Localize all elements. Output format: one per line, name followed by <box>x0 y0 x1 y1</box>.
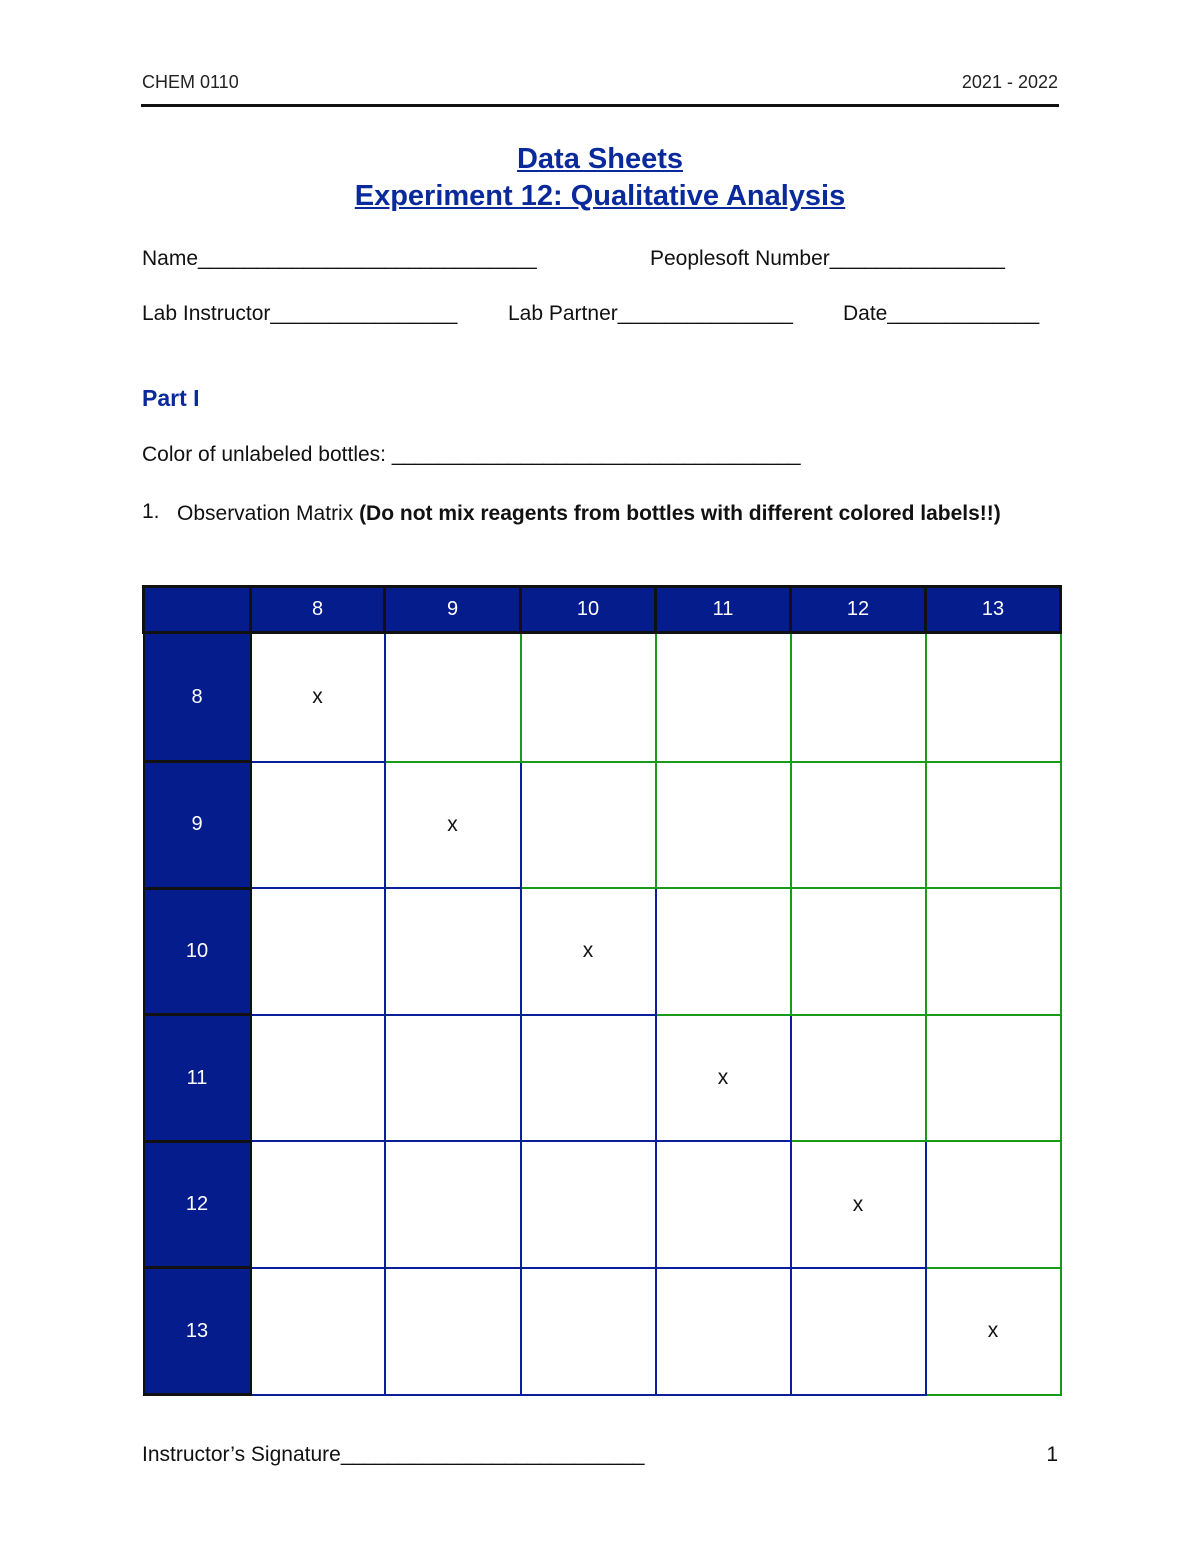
observation-cell[interactable] <box>791 888 926 1015</box>
observation-cell[interactable] <box>656 633 791 762</box>
date-field[interactable]: Date_____________ <box>843 302 1040 325</box>
observation-cell[interactable] <box>926 1015 1061 1142</box>
observation-matrix <box>142 585 1062 1396</box>
observation-cell[interactable] <box>926 1141 1061 1268</box>
matrix-header-row <box>144 587 1061 633</box>
academic-year: 2021 - 2022 <box>961 72 1058 92</box>
question-label: Observation Matrix <box>177 502 360 525</box>
course-code: CHEM 0110 <box>142 72 239 92</box>
matrix-row <box>144 888 1061 1015</box>
page-number: 1 <box>1046 1443 1058 1466</box>
diagonal-cell: x <box>385 762 521 889</box>
row-header: 8 <box>144 633 251 762</box>
name-field[interactable]: Name_____________________________ <box>142 247 537 270</box>
observation-cell[interactable] <box>791 633 926 762</box>
column-header: 11 <box>656 587 791 633</box>
bottle-color-field[interactable]: Color of unlabeled bottles: ___________________________________ <box>142 443 801 466</box>
row-header: 12 <box>144 1141 251 1268</box>
observation-cell[interactable] <box>385 1268 521 1395</box>
column-header: 12 <box>791 587 926 633</box>
diagonal-cell: x <box>521 888 656 1015</box>
column-header: 10 <box>521 587 656 633</box>
row-header: 13 <box>144 1268 251 1395</box>
column-header: 13 <box>926 587 1061 633</box>
diagonal-cell: x <box>251 633 385 762</box>
observation-cell[interactable] <box>251 1141 385 1268</box>
observation-cell[interactable] <box>521 633 656 762</box>
observation-cell[interactable] <box>926 633 1061 762</box>
column-header: 8 <box>251 587 385 633</box>
question-number: 1. <box>142 500 160 523</box>
observation-cell[interactable] <box>656 1268 791 1395</box>
diagonal-cell: x <box>791 1141 926 1268</box>
observation-cell[interactable] <box>521 1015 656 1142</box>
question-warning: (Do not mix reagents from bottles with different colored labels!!) <box>359 502 1001 525</box>
observation-cell[interactable] <box>385 633 521 762</box>
matrix-corner <box>144 587 251 633</box>
observation-cell[interactable] <box>656 888 791 1015</box>
diagonal-cell: x <box>656 1015 791 1142</box>
diagonal-cell: x <box>926 1268 1061 1395</box>
column-header: 9 <box>385 587 521 633</box>
experiment-title: Experiment 12: Qualitative Analysis <box>354 180 846 212</box>
lab-instructor-field[interactable]: Lab Instructor________________ <box>142 302 458 325</box>
observation-cell[interactable] <box>251 1268 385 1395</box>
observation-cell[interactable] <box>385 888 521 1015</box>
observation-cell[interactable] <box>791 1015 926 1142</box>
row-header: 10 <box>144 888 251 1015</box>
row-header: 9 <box>144 762 251 889</box>
lab-partner-field[interactable]: Lab Partner_______________ <box>508 302 793 325</box>
matrix-row <box>144 1015 1061 1142</box>
observation-cell[interactable] <box>251 1015 385 1142</box>
observation-cell[interactable] <box>385 1015 521 1142</box>
observation-cell[interactable] <box>251 888 385 1015</box>
header-rule <box>141 104 1059 107</box>
matrix-row <box>144 1268 1061 1395</box>
part-heading: Part I <box>142 385 200 411</box>
observation-cell[interactable] <box>385 1141 521 1268</box>
observation-cell[interactable] <box>656 1141 791 1268</box>
matrix-row <box>144 1141 1061 1268</box>
matrix-row <box>144 633 1061 762</box>
observation-cell[interactable] <box>521 762 656 889</box>
observation-cell[interactable] <box>521 1141 656 1268</box>
matrix-row <box>144 762 1061 889</box>
observation-cell[interactable] <box>926 762 1061 889</box>
question-text <box>177 500 1037 528</box>
peoplesoft-field[interactable]: Peoplesoft Number_______________ <box>650 247 1005 270</box>
observation-cell[interactable] <box>791 762 926 889</box>
observation-cell[interactable] <box>926 888 1061 1015</box>
observation-cell[interactable] <box>791 1268 926 1395</box>
page-title: Data Sheets <box>516 143 683 175</box>
observation-cell[interactable] <box>656 762 791 889</box>
row-header: 11 <box>144 1015 251 1142</box>
instructor-signature-field[interactable]: Instructor’s Signature__________________________ <box>142 1443 645 1466</box>
observation-cell[interactable] <box>521 1268 656 1395</box>
observation-cell[interactable] <box>251 762 385 889</box>
